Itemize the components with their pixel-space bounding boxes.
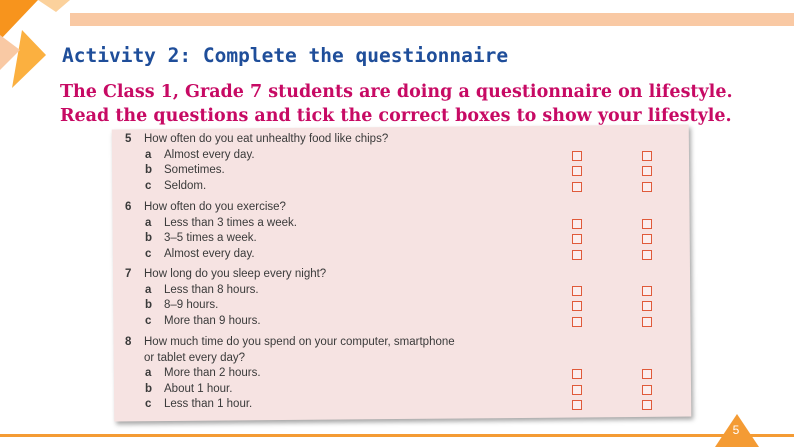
- checkbox[interactable]: [642, 369, 652, 379]
- option-text: Less than 1 hour.: [164, 398, 253, 410]
- page-number: 5: [732, 423, 740, 437]
- question-7: [125, 267, 665, 329]
- question-text: How often do you exercise?: [144, 201, 286, 213]
- option-letter: a: [145, 367, 152, 379]
- instruction-text: The Class 1, Grade 7 students are doing a questionnaire on lifestyle. Read the questions and tick the correct boxes to show your lifestyle.: [60, 82, 733, 126]
- checkbox[interactable]: [572, 151, 582, 161]
- checkbox[interactable]: [642, 385, 652, 395]
- option-text: About 1 hour.: [164, 382, 233, 395]
- checkbox[interactable]: [642, 317, 652, 327]
- option-text: Less than 8 hours.: [164, 283, 259, 296]
- option-letter: b: [145, 164, 153, 176]
- question-text: How much time do you spend on your computer, smartphone: [144, 336, 455, 348]
- option-letter: b: [145, 232, 153, 244]
- option-text: Less than 3 times a week.: [164, 216, 297, 229]
- question-text-continued: or tablet every day?: [144, 351, 246, 364]
- top-decor-bar: [70, 13, 794, 26]
- question-number: 6: [125, 201, 132, 213]
- checkbox[interactable]: [642, 286, 652, 296]
- option-letter: b: [145, 299, 153, 311]
- option-text: More than 2 hours.: [164, 367, 261, 379]
- checkbox[interactable]: [642, 219, 652, 229]
- checkbox[interactable]: [572, 250, 582, 260]
- bottom-decor-bar: [0, 434, 794, 437]
- checkbox[interactable]: [642, 166, 652, 176]
- option-text: Seldom.: [164, 179, 207, 192]
- question-6: [125, 200, 665, 262]
- option-text: Sometimes.: [164, 164, 225, 176]
- question-number: 8: [125, 336, 132, 348]
- option-letter: a: [145, 148, 152, 161]
- option-text: Almost every day.: [164, 148, 255, 161]
- option-letter: c: [145, 247, 152, 260]
- checkbox[interactable]: [642, 182, 652, 192]
- checkbox[interactable]: [572, 219, 582, 229]
- checkbox[interactable]: [572, 234, 582, 244]
- option-text: 3–5 times a week.: [164, 232, 257, 244]
- option-text: 8–9 hours.: [164, 299, 219, 311]
- page-title: Activity 2: Complete the questionnaire: [62, 44, 509, 67]
- option-letter: c: [145, 179, 152, 192]
- question-number: 7: [125, 268, 132, 280]
- checkbox[interactable]: [572, 317, 582, 327]
- question-5: [125, 132, 665, 194]
- question-text: How long do you sleep every night?: [144, 268, 327, 280]
- option-letter: a: [145, 216, 152, 229]
- question-number: 5: [125, 133, 132, 145]
- option-letter: b: [145, 382, 153, 395]
- checkbox[interactable]: [572, 400, 582, 410]
- checkbox[interactable]: [572, 385, 582, 395]
- checkbox[interactable]: [572, 301, 582, 311]
- checkbox[interactable]: [572, 369, 582, 379]
- option-text: More than 9 hours.: [164, 314, 261, 327]
- option-letter: a: [145, 283, 152, 296]
- question-8: [125, 335, 665, 413]
- option-letter: c: [145, 314, 152, 327]
- checkbox[interactable]: [572, 182, 582, 192]
- checkbox[interactable]: [642, 250, 652, 260]
- checkbox[interactable]: [642, 151, 652, 161]
- checkbox[interactable]: [642, 400, 652, 410]
- question-text: How often do you eat unhealthy food like chips?: [144, 133, 389, 145]
- option-letter: c: [145, 398, 152, 410]
- checkbox[interactable]: [572, 286, 582, 296]
- checkbox[interactable]: [642, 234, 652, 244]
- checkbox[interactable]: [642, 301, 652, 311]
- checkbox[interactable]: [572, 166, 582, 176]
- option-text: Almost every day.: [164, 247, 255, 260]
